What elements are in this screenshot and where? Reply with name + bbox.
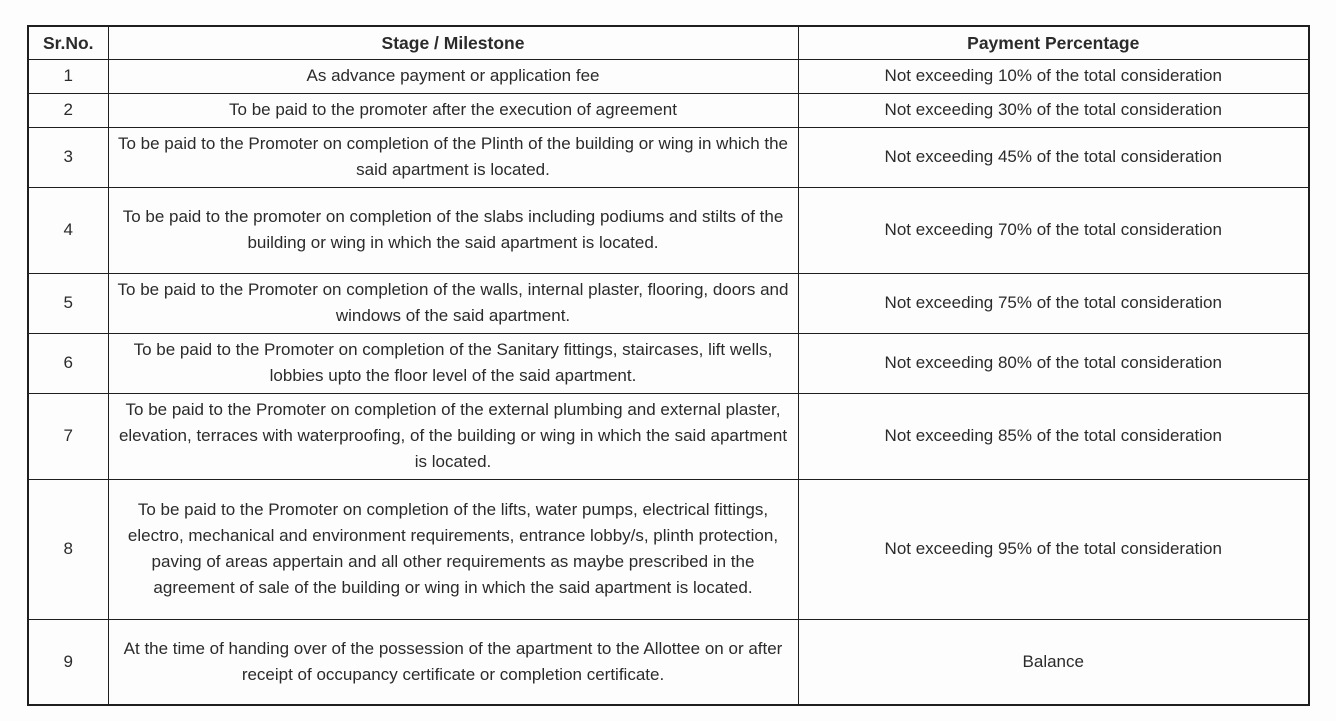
header-stage-milestone: Stage / Milestone bbox=[108, 26, 798, 59]
payment-cell: Not exceeding 10% of the total consideration bbox=[798, 59, 1309, 93]
header-sr-no: Sr.No. bbox=[28, 26, 108, 59]
stage-cell: To be paid to the Promoter on completion of the Plinth of the building or wing in which the said apartment is located. bbox=[108, 127, 798, 187]
payment-cell: Not exceeding 85% of the total consideration bbox=[798, 393, 1309, 479]
payment-cell: Not exceeding 45% of the total consideration bbox=[798, 127, 1309, 187]
header-row bbox=[28, 26, 1309, 59]
payment-cell: Not exceeding 80% of the total consideration bbox=[798, 333, 1309, 393]
table-row bbox=[28, 127, 1309, 187]
table-row bbox=[28, 393, 1309, 479]
payment-cell: Not exceeding 75% of the total consideration bbox=[798, 273, 1309, 333]
sr-no-cell: 3 bbox=[28, 127, 108, 187]
sr-no-cell: 1 bbox=[28, 59, 108, 93]
sr-no-cell: 8 bbox=[28, 479, 108, 619]
payment-cell: Not exceeding 30% of the total consideration bbox=[798, 93, 1309, 127]
stage-cell: To be paid to the Promoter on completion of the Sanitary fittings, staircases, lift wells, lobbies upto the floor level of the said apartment. bbox=[108, 333, 798, 393]
sr-no-cell: 6 bbox=[28, 333, 108, 393]
table-row bbox=[28, 93, 1309, 127]
sr-no-cell: 9 bbox=[28, 619, 108, 705]
payment-cell: Not exceeding 95% of the total consideration bbox=[798, 479, 1309, 619]
header-payment-percentage: Payment Percentage bbox=[798, 26, 1309, 59]
sr-no-cell: 4 bbox=[28, 187, 108, 273]
table-row bbox=[28, 479, 1309, 619]
table-row bbox=[28, 619, 1309, 705]
table-row bbox=[28, 187, 1309, 273]
table-row bbox=[28, 333, 1309, 393]
sr-no-cell: 5 bbox=[28, 273, 108, 333]
sr-no-cell: 7 bbox=[28, 393, 108, 479]
table-row bbox=[28, 59, 1309, 93]
payment-cell: Balance bbox=[798, 619, 1309, 705]
payment-cell: Not exceeding 70% of the total consideration bbox=[798, 187, 1309, 273]
stage-cell: To be paid to the promoter on completion of the slabs including podiums and stilts of the building or wing in which the said apartment is located. bbox=[108, 187, 798, 273]
sr-no-cell: 2 bbox=[28, 93, 108, 127]
stage-cell: To be paid to the promoter after the execution of agreement bbox=[108, 93, 798, 127]
stage-cell: To be paid to the Promoter on completion of the lifts, water pumps, electrical fittings, electro, mechanical and environment requirements, entrance lobby/s, plinth protection, paving of areas appertain and all other requirements as maybe prescribed in the agreement of sale of the building or wing in which the said apartment is located. bbox=[108, 479, 798, 619]
stage-cell: To be paid to the Promoter on completion of the external plumbing and external plaster, elevation, terraces with waterproofing, of the building or wing in which the said apartment is located. bbox=[108, 393, 798, 479]
stage-cell: At the time of handing over of the possession of the apartment to the Allottee on or after receipt of occupancy certificate or completion certificate. bbox=[108, 619, 798, 705]
table-row bbox=[28, 273, 1309, 333]
stage-cell: As advance payment or application fee bbox=[108, 59, 798, 93]
stage-cell: To be paid to the Promoter on completion of the walls, internal plaster, flooring, doors and windows of the said apartment. bbox=[108, 273, 798, 333]
payment-schedule-table bbox=[27, 25, 1310, 706]
